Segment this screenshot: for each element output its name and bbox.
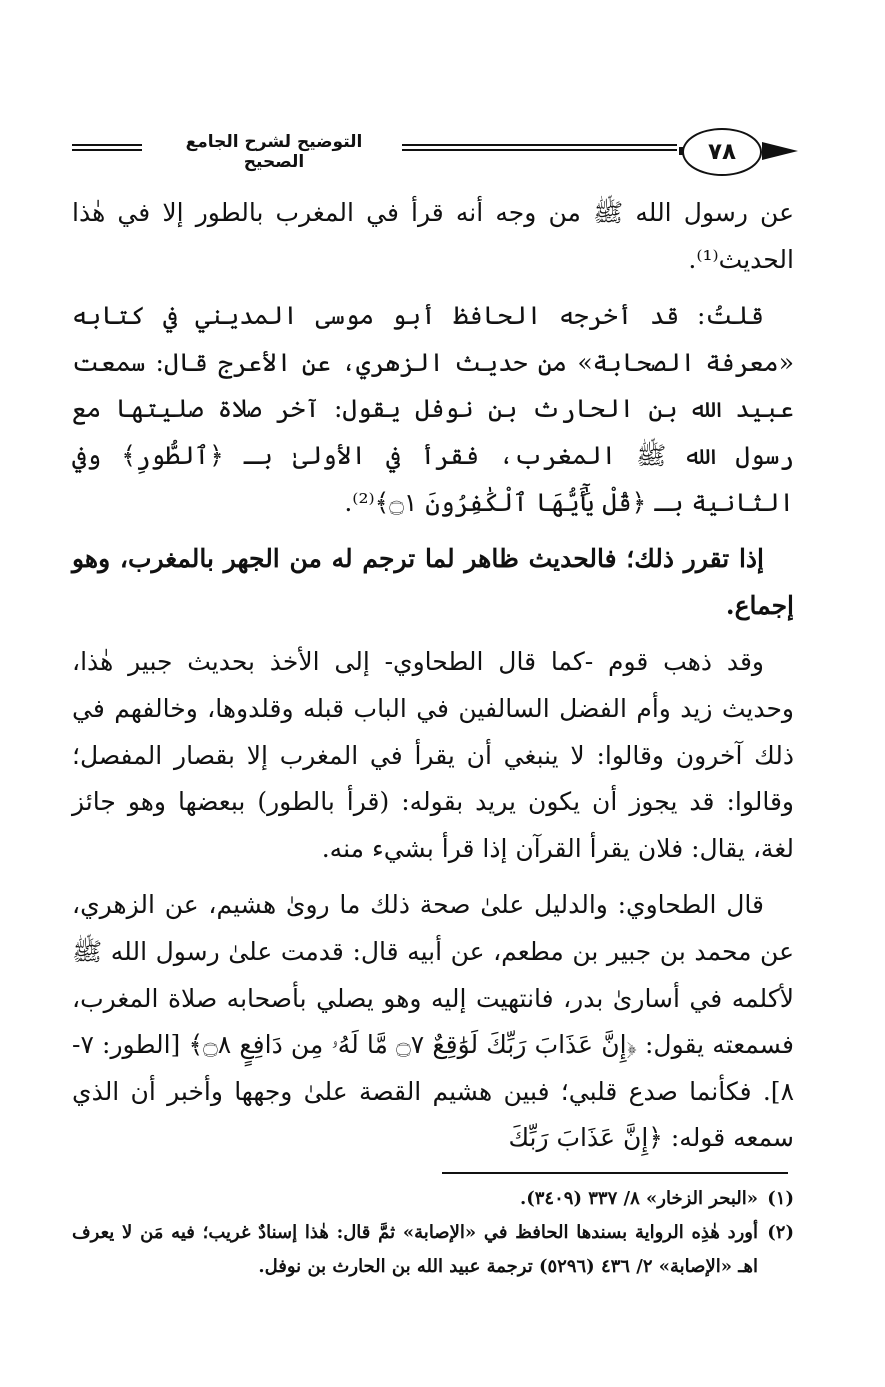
badge-ornament-right	[762, 142, 798, 160]
paragraph: قال الطحاوي: والدليل علىٰ صحة ذلك ما روىٰ هشيم، عن الزهري، عن محمد بن جبير بن مطعم، عن أبيه قال: قدمت علىٰ رسول الله ﷺ لأكلمه في أسارىٰ بدر، فانتهيت إليه وهو يصلي بأصحابه صلاة المغرب، فسمعته يقول: ﴿إِنَّ عَذَابَ رَبِّكَ لَوَٰقِعٌ ۝٧ مَّا لَهُۥ مِن دَافِعٍ ۝٨﴾ [الطور: ٧- ٨]. فكأنما صدع قلبي؛ فبين هشيم القصة علىٰ وجهها وأخبر أن الذي سمعه قوله: ﴿إِنَّ عَذَابَ رَبِّكَ	[72, 890, 794, 1153]
footnote	[72, 1182, 794, 1216]
paragraph: عن رسول الله ﷺ من وجه أنه قرأ في المغرب بالطور إلا في هٰذا الحديث⁽¹⁾.	[72, 198, 794, 274]
footnote-number: (١)	[767, 1188, 794, 1209]
page-number: ٧٨	[707, 139, 737, 165]
footnote-separator	[442, 1172, 788, 1174]
running-title: التوضيح لشرح الجامع الصحيح	[185, 132, 363, 172]
main-text	[72, 190, 794, 1172]
footnotes	[72, 1182, 794, 1284]
paragraph: إذا تقرر ذلك؛ فالحديث ظاهر لما ترجم له من الجهر بالمغرب، وهو إجماع.	[72, 544, 794, 620]
page-number-badge	[682, 128, 762, 176]
footnote-number: (٢)	[767, 1222, 794, 1243]
footnote-text: «البحر الزخار» ٨/ ٣٣٧ (٣٤٠٩).	[519, 1188, 758, 1209]
header-rule-left	[72, 144, 142, 151]
footnote-text: أورد هٰذِه الرواية بسندها الحافظ في «الإصابة» ثمَّ قال: هٰذا إسنادٌ غريب؛ فيه مَن لا يعرف اهـ «الإصابة» ٢/ ٤٣٦ (٥٢٩٦) ترجمة عبيد الله بن الحارث بن نوفل.	[72, 1222, 758, 1277]
paragraph: وقد ذهب قوم -كما قال الطحاوي- إلى الأخذ بحديث جبير هٰذا، وحديث زيد وأم الفضل السالفين في الباب قبله وقلدوها، وخالفهم في ذلك آخرون وقالوا: لا ينبغي أن يقرأ في المغرب إلا بقصار المفصل؛ وقالوا: قد يجوز أن يكون يريد بقوله: (قرأ بالطور) ببعضها وهو جائز لغة، يقال: فلان يقرأ القرآن إذا قرأ بشيء منه.	[72, 647, 794, 863]
header-rule-right	[402, 144, 677, 151]
page-header	[72, 128, 797, 174]
footnote	[72, 1216, 794, 1284]
paragraph: قلتُ: قد أخرجه الحافظ أبو موسى المديني في كتابه «معرفة الصحابة» من حديث الزهري، عن الأعرج قال: سمعت عبيد الله بن الحارث بن نوفل يقول: آخر صلاة صليتها مع رسول الله ﷺ المغرب، فقرأ في الأولىٰ بـ ﴿ٱلطُّورِ﴾ وفي الثانية بـ ﴿قُلْ يَٰٓأَيُّهَا ٱلْكَٰفِرُونَ ۝١﴾⁽²⁾.	[72, 301, 794, 517]
